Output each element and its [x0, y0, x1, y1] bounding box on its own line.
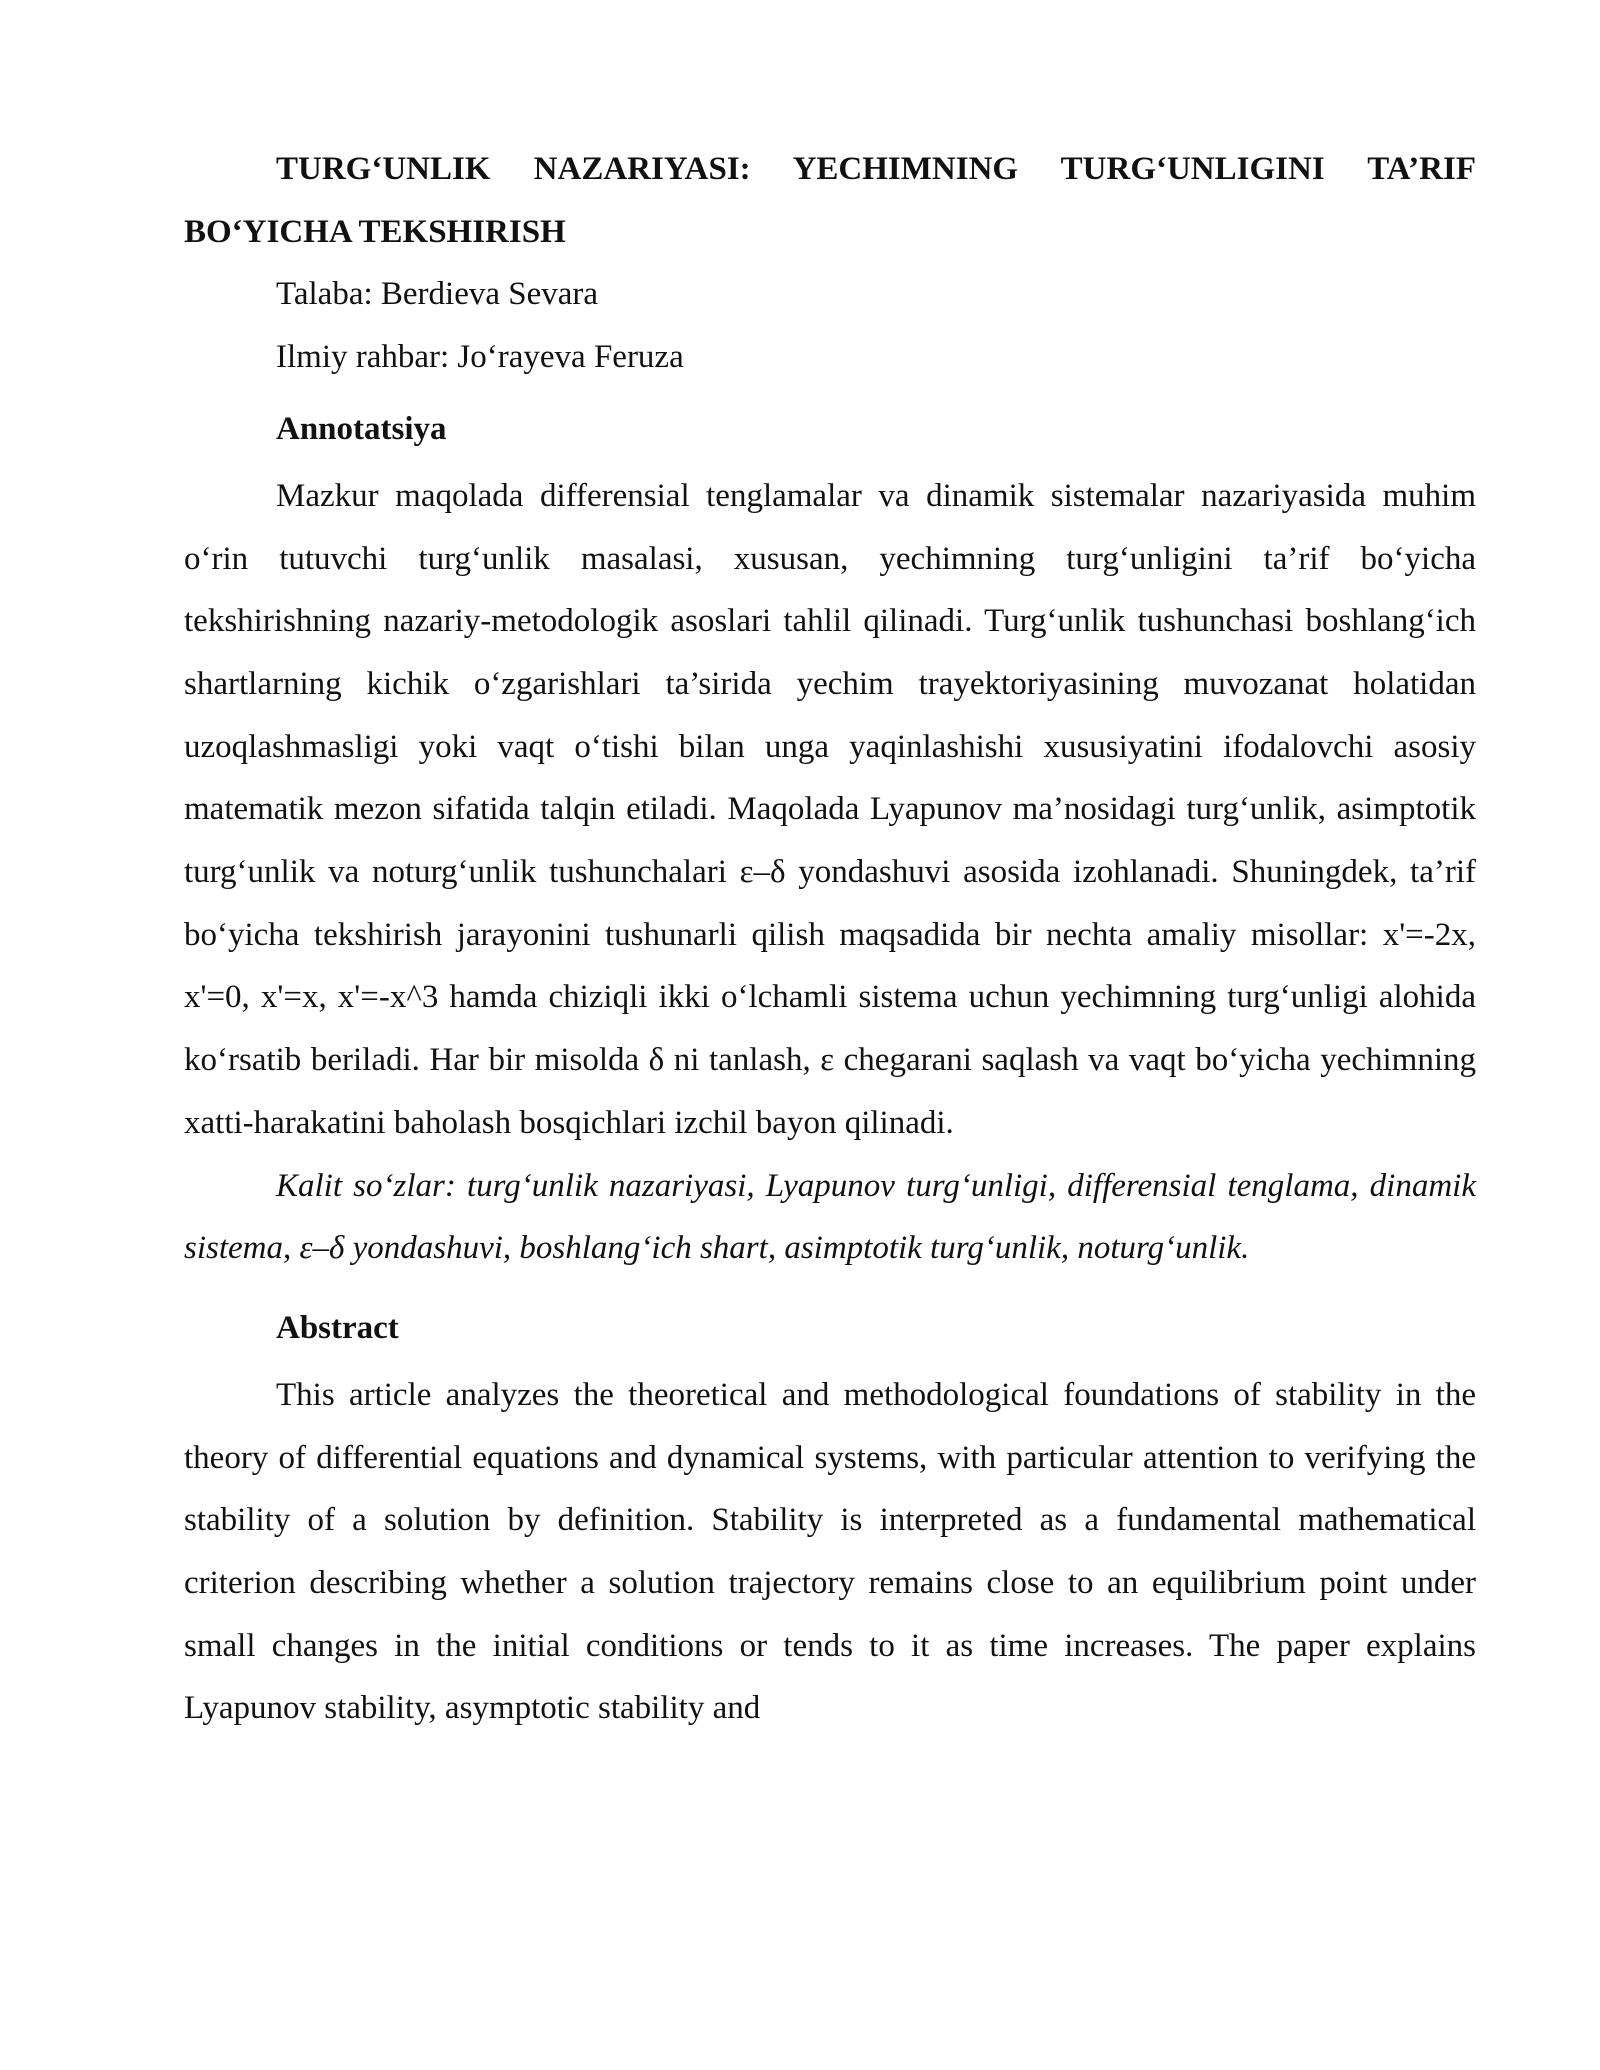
abstract-paragraph: This article analyzes the theoretical and methodological foundations of stability in the theory of differential equations and dynamical systems, with particular attention to verifying the stability of a solution by definition. Stability is interpreted as a fundamental mathematical criterion describing whether a solution trajectory remains close to an equilibrium point under small changes in the initial conditions or tends to it as time increases. The paper explains Lyapunov stability, asymptotic stability and [184, 1376, 1476, 1727]
abstract-heading: Abstract [276, 1309, 399, 1346]
supervisor-line: Ilmiy rahbar: Jo‘rayeva Feruza [276, 339, 684, 376]
keywords-paragraph: Kalit so‘zlar: turg‘unlik nazariyasi, Lyapunov turg‘unligi, differensial tenglama, dinamik sistema, ε–δ yondashuvi, boshlang‘ich shart, asimptotik turg‘unlik, noturg‘unlik. [184, 1167, 1476, 1267]
article-title: TURG‘UNLIK NAZARIYASI: YECHIMNING TURG‘UNLIGINI TA’RIF BO‘YICHA TEKSHIRISH [184, 151, 1476, 250]
annotation-paragraph: Mazkur maqolada differensial tenglamalar va dinamik sistemalar nazariyasida muhim o‘rin tutuvchi turg‘unlik masalasi, xususan, yechimning turg‘unligini ta’rif bo‘yicha tekshirishning nazariy-metodologik asoslari tahlil qilinadi. Turg‘unlik tushunchasi boshlang‘ich shartlarning kichik o‘zgarishlari ta’sirida yechim trayektoriyasining muvozanat holatidan uzoqlashmasligi yoki vaqt o‘tishi bilan unga yaqinlashishi xususiyatini ifodalovchi asosiy matematik mezon sifatida talqin etiladi. Maqolada Lyapunov ma’nosidagi turg‘unlik, asimptotik turg‘unlik va noturg‘unlik tushunchalari ε–δ yondashuvi asosida izohlanadi. Shuningdek, ta’rif bo‘yicha tekshirish jarayonini tushunarli qilish maqsadida bir nechta amaliy misollar: x'=-2x, x'=0, x'=x, x'=-x^3 hamda chiziqli ikki o‘lchamli sistema uchun yechimning turg‘unligi alohida ko‘rsatib beriladi. Har bir misolda δ ni tanlash, ε chegarani saqlash va vaqt bo‘yicha yechimning xatti-harakatini baholash bosqichlari izchil bayon qilinadi. [184, 477, 1476, 1141]
student-line: Talaba: Berdieva Sevara [276, 276, 599, 313]
page-content [184, 138, 1476, 1740]
annotation-heading: Annotatsiya [276, 410, 447, 447]
